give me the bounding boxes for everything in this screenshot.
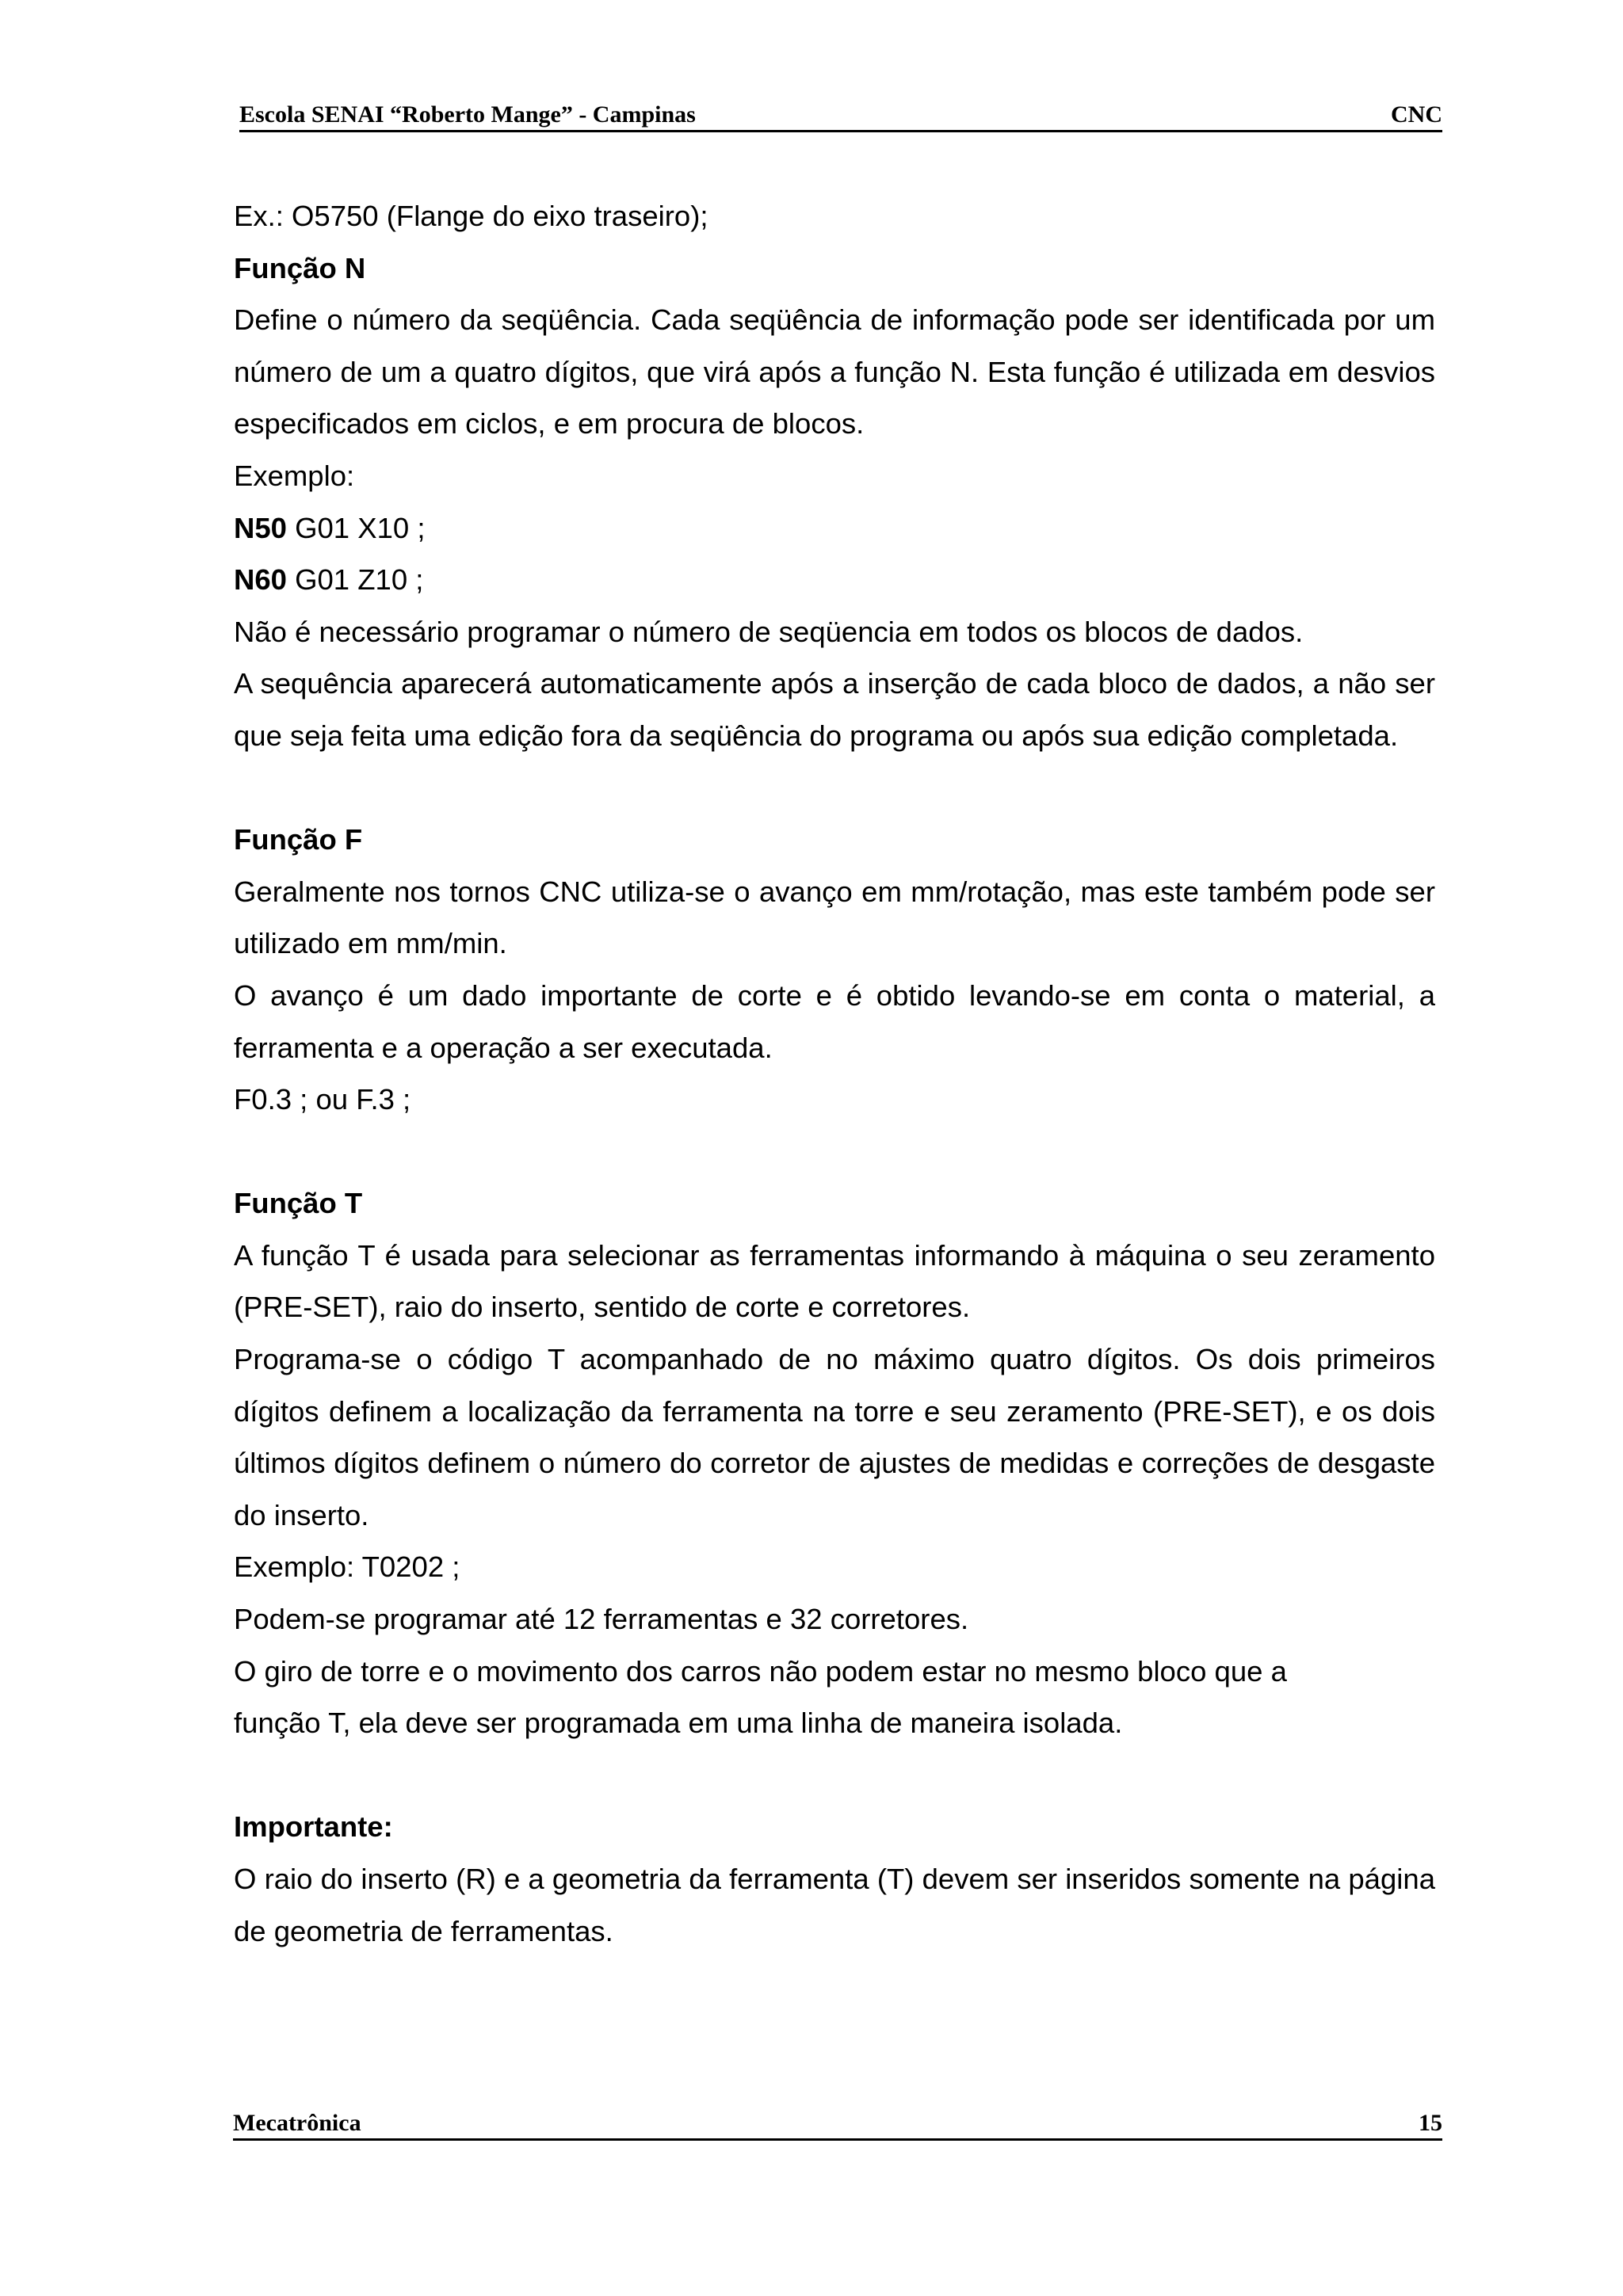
footer-course-name: Mecatrônica — [233, 2110, 361, 2136]
funcao-f-paragraph-1: Geralmente nos tornos CNC utiliza-se o avanço em mm/rotação, mas este também pode ser utilizado em mm/min. — [234, 875, 1435, 960]
funcao-n-paragraph: Define o número da seqüência. Cada seqüência de informação pode ser identificada por um número de um a quatro dígitos, que virá após a função N. Esta função é utilizada em desvios especificados em ciclos, e em procura de blocos. — [234, 303, 1435, 441]
code-instruction: G01 Z10 ; — [286, 563, 424, 597]
page-footer — [233, 2103, 1442, 2141]
spacer — [234, 1126, 1435, 1178]
page-header — [239, 97, 1442, 132]
page-number: 15 — [1419, 2110, 1442, 2136]
example-program-line: Ex.: O5750 (Flange do eixo traseiro); — [234, 200, 708, 232]
heading-funcao-f: Função F — [234, 823, 363, 856]
spacer — [234, 1749, 1435, 1802]
funcao-t-limits-note: Podem-se programar até 12 ferramentas e 32 corretores. — [234, 1603, 969, 1636]
funcao-f-paragraph-2: O avanço é um dado importante de corte e é obtido levando-se em conta o material, a ferramenta e a operação a ser executada. — [234, 978, 1435, 1064]
heading-funcao-n: Função N — [234, 251, 366, 284]
funcao-f-example: F0.3 ; ou F.3 ; — [234, 1083, 411, 1116]
importante-paragraph: O raio do inserto (R) e a geometria da ferramenta (T) devem ser inseridos somente na página de geometria de ferramentas. — [234, 1863, 1435, 1947]
code-line-n60 — [234, 554, 1435, 606]
funcao-n-example-label: Exemplo: — [234, 459, 355, 492]
code-line-n50 — [234, 502, 1435, 555]
funcao-t-turret-note-line-1: O giro de torre e o movimento dos carros não podem estar no mesmo bloco que a — [234, 1654, 1287, 1688]
funcao-t-paragraph-2: Programa-se o código T acompanhado de no máximo quatro dígitos. Os dois primeiros dígitos definem a localização da ferramenta na torre e seu zeramento (PRE-SET), e os dois últimos dígitos definem o número do corretor de ajustes de medidas e correções de desgaste do inserto. — [234, 1343, 1435, 1531]
funcao-t-turret-note-line-2: função T, ela deve ser programada em uma linha de maneira isolada. — [234, 1707, 1123, 1740]
funcao-t-paragraph-1: A função T é usada para selecionar as ferramentas informando à máquina o seu zeramento (PRE-SET), raio do inserto, sentido de corte e corretores. — [234, 1238, 1435, 1324]
header-school-name: Escola SENAI “Roberto Mange” - Campinas — [239, 101, 696, 128]
page-body — [234, 190, 1435, 1957]
heading-importante: Importante: — [234, 1810, 393, 1844]
code-sequence-number: N60 — [234, 563, 287, 597]
code-instruction: G01 X10 ; — [286, 511, 426, 544]
funcao-t-example: Exemplo: T0202 ; — [234, 1550, 460, 1584]
funcao-n-sequence-paragraph: A sequência aparecerá automaticamente após a inserção de cada bloco de dados, a não ser que seja feita uma edição fora da seqüência do programa ou após sua edição completada. — [234, 667, 1435, 752]
code-sequence-number: N50 — [234, 511, 287, 544]
header-subject: CNC — [1391, 101, 1442, 128]
funcao-n-note: Não é necessário programar o número de seqüencia em todos os blocos de dados. — [234, 615, 1304, 648]
heading-funcao-t: Função T — [234, 1187, 363, 1220]
spacer — [234, 762, 1435, 814]
